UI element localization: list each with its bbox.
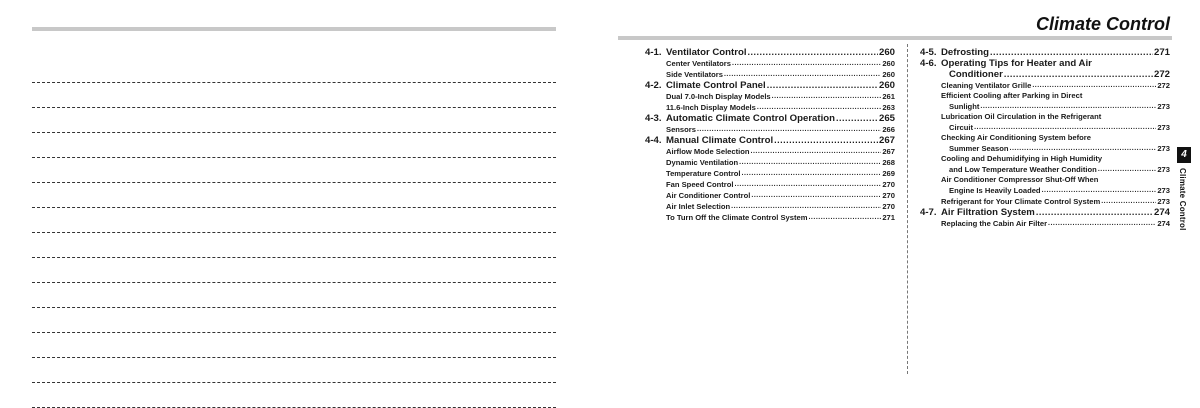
title-bar (618, 36, 1172, 40)
toc-column-left (645, 47, 895, 223)
toc-item-cooling-dehumidifying[interactable]: Cooling and Dehumidifying in High Humidity and Low Temperature Weather Condition ..... 273 (920, 154, 1170, 175)
note-line (32, 183, 556, 208)
toc-item[interactable]: Sensors ..... 266 (645, 124, 895, 135)
note-line (32, 258, 556, 283)
note-line (32, 233, 556, 258)
toc-item-refrigerant[interactable]: Refrigerant for Your Climate Control System ..... 273 (920, 196, 1170, 207)
toc-item[interactable]: Airflow Mode Selection ..... 267 (645, 146, 895, 157)
toc-section[interactable]: 4-2. Climate Control Panel ..... 260 (645, 80, 895, 91)
toc-item-lubrication-oil[interactable]: Lubrication Oil Circulation in the Refrigerant Circuit ..... 273 (920, 112, 1170, 133)
toc-item-cabin-air-filter[interactable]: Replacing the Cabin Air Filter ..... 274 (920, 218, 1170, 229)
toc-section[interactable]: 4-3. Automatic Climate Control Operation ..... 265 (645, 113, 895, 124)
toc-item[interactable]: To Turn Off the Climate Control System ..... 271 (645, 212, 895, 223)
toc-section[interactable]: 4-4. Manual Climate Control ..... 267 (645, 135, 895, 146)
page-title: Climate Control (1035, 14, 1170, 34)
toc-item[interactable]: Dual 7.0-Inch Display Models ..... 261 (645, 91, 895, 102)
note-line (32, 383, 556, 408)
notes-lines (32, 58, 556, 408)
toc-item[interactable]: Side Ventilators ..... 260 (645, 69, 895, 80)
note-line (32, 208, 556, 233)
note-line (32, 283, 556, 308)
toc-item-efficient-cooling[interactable]: Efficient Cooling after Parking in Direct Sunlight ..... 273 (920, 91, 1170, 112)
toc-item[interactable]: Fan Speed Control ..... 270 (645, 179, 895, 190)
chapter-tab-label: Climate Control (1178, 168, 1187, 231)
note-line (32, 308, 556, 333)
toc-section-4-6[interactable]: 4-6. Operating Tips for Heater and Air Conditioner ..... 272 (920, 58, 1170, 80)
note-line (32, 83, 556, 108)
toc-section[interactable]: 4-1. Ventilator Control ..... 260 (645, 47, 895, 58)
note-line (32, 333, 556, 358)
toc-item-cleaning-ventilator-grille[interactable]: Cleaning Ventilator Grille ..... 272 (920, 80, 1170, 91)
note-line (32, 108, 556, 133)
toc-item-checking-ac-system[interactable]: Checking Air Conditioning System before Summer Season ..... 273 (920, 133, 1170, 154)
toc-item[interactable]: Temperature Control ..... 269 (645, 168, 895, 179)
toc-item[interactable]: Air Inlet Selection ..... 270 (645, 201, 895, 212)
chapter-tab: 4 (1177, 147, 1191, 163)
note-line (32, 58, 556, 83)
note-line (32, 133, 556, 158)
toc-item-compressor-shut-off[interactable]: Air Conditioner Compressor Shut-Off When Engine Is Heavily Loaded ..... 273 (920, 175, 1170, 196)
toc-item[interactable]: Air Conditioner Control ..... 270 (645, 190, 895, 201)
toc-item[interactable]: 11.6-Inch Display Models ..... 263 (645, 102, 895, 113)
column-divider (907, 44, 908, 374)
toc-section-4-7[interactable]: 4-7. Air Filtration System ..... 274 (920, 207, 1170, 218)
toc-item[interactable]: Center Ventilators ..... 260 (645, 58, 895, 69)
note-line (32, 158, 556, 183)
toc-item[interactable]: Dynamic Ventilation ..... 268 (645, 157, 895, 168)
notes-top-bar (32, 27, 556, 31)
note-line (32, 358, 556, 383)
toc-column-right (920, 47, 1170, 229)
toc-section-4-5[interactable]: 4-5. Defrosting ..... 271 (920, 47, 1170, 58)
